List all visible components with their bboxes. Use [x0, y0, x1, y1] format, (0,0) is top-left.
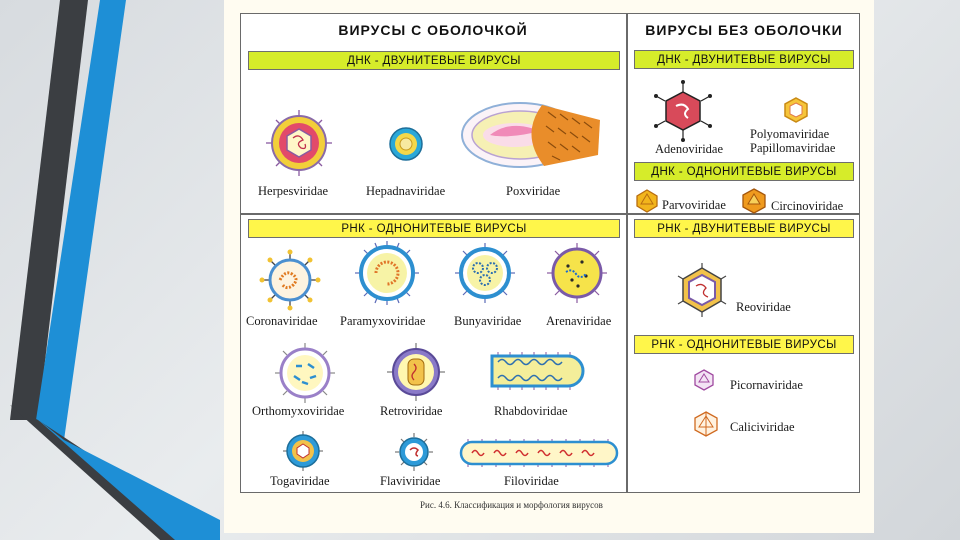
arenaviridae-icon: [546, 242, 608, 304]
coronaviridae-icon: [260, 250, 320, 310]
label-bunyaviridae: Bunyaviridae: [454, 314, 522, 328]
label-retroviridae: Retroviridae: [380, 404, 443, 418]
column-divider: [626, 13, 628, 493]
band-dna-ds-right: ДНК - ДВУНИТЕВЫЕ ВИРУСЫ: [634, 50, 854, 69]
label-circinoviridae: Circinoviridae: [771, 199, 844, 213]
label-arenaviridae: Arenaviridae: [546, 314, 612, 328]
parvoviridae-icon: [634, 188, 660, 214]
polyomaviridae-icon: [782, 96, 810, 124]
poxviridae-icon: [460, 100, 605, 170]
figure-caption: Рис. 4.6. Классификация и морфология вирусов: [420, 500, 603, 510]
orthomyxoviridae-icon: [274, 342, 336, 404]
label-rhabdoviridae: Rhabdoviridae: [494, 404, 568, 418]
bunyaviridae-icon: [454, 242, 516, 304]
label-paramyxoviridae: Paramyxoviridae: [340, 314, 426, 328]
label-flaviviridae: Flaviviridae: [380, 474, 441, 488]
label-coronaviridae: Coronaviridae: [246, 314, 318, 328]
row-divider-left: [240, 213, 627, 215]
filoviridae-icon: [458, 438, 620, 468]
header-non-enveloped: ВИРУСЫ БЕЗ ОБОЛОЧКИ: [645, 22, 843, 38]
band-rna-ds-right: РНК - ДВУНИТЕВЫЕ ВИРУСЫ: [634, 219, 854, 238]
hepadnaviridae-icon: [388, 126, 424, 162]
band-dna-ds-left: ДНК - ДВУНИТЕВЫЕ ВИРУСЫ: [248, 51, 620, 70]
band-rna-ss-left: РНК - ОДНОНИТЕВЫЕ ВИРУСЫ: [248, 219, 620, 238]
togaviridae-icon: [282, 430, 324, 472]
header-enveloped: ВИРУСЫ С ОБОЛОЧКОЙ: [338, 22, 528, 38]
reoviridae-icon: [674, 262, 730, 318]
slide-decor-stripes: [0, 0, 220, 540]
retroviridae-icon: [386, 342, 446, 402]
label-picornaviridae: Picornaviridae: [730, 378, 803, 392]
label-reoviridae: Reoviridae: [736, 300, 791, 314]
label-adenoviridae: Adenoviridae: [655, 142, 724, 156]
label-parvoviridae: Parvoviridae: [662, 198, 726, 212]
label-caliciviridae: Caliciviridae: [730, 420, 795, 434]
label-filoviridae: Filoviridae: [504, 474, 559, 488]
label-poxviridae: Poxviridae: [506, 184, 561, 198]
label-hepadnaviridae: Hepadnaviridae: [366, 184, 446, 198]
flaviviridae-icon: [394, 432, 434, 472]
band-rna-ss-right: РНК - ОДНОНИТЕВЫЕ ВИРУСЫ: [634, 335, 854, 354]
rhabdoviridae-icon: [488, 350, 588, 392]
herpesviridae-icon: [264, 108, 334, 178]
label-togaviridae: Togaviridae: [270, 474, 330, 488]
circinoviridae-icon: [740, 187, 768, 215]
paramyxoviridae-icon: [354, 240, 420, 306]
label-papillomaviridae: Papillomaviridae: [750, 141, 836, 155]
adenoviridae-icon: [650, 78, 716, 144]
picornaviridae-icon: [692, 368, 716, 392]
label-herpesviridae: Herpesviridae: [258, 184, 329, 198]
label-polyomaviridae: Polyomaviridae: [750, 127, 830, 141]
label-orthomyxoviridae: Orthomyxoviridae: [252, 404, 345, 418]
band-dna-ss-right: ДНК - ОДНОНИТЕВЫЕ ВИРУСЫ: [634, 162, 854, 181]
caliciviridae-icon: [692, 410, 720, 438]
